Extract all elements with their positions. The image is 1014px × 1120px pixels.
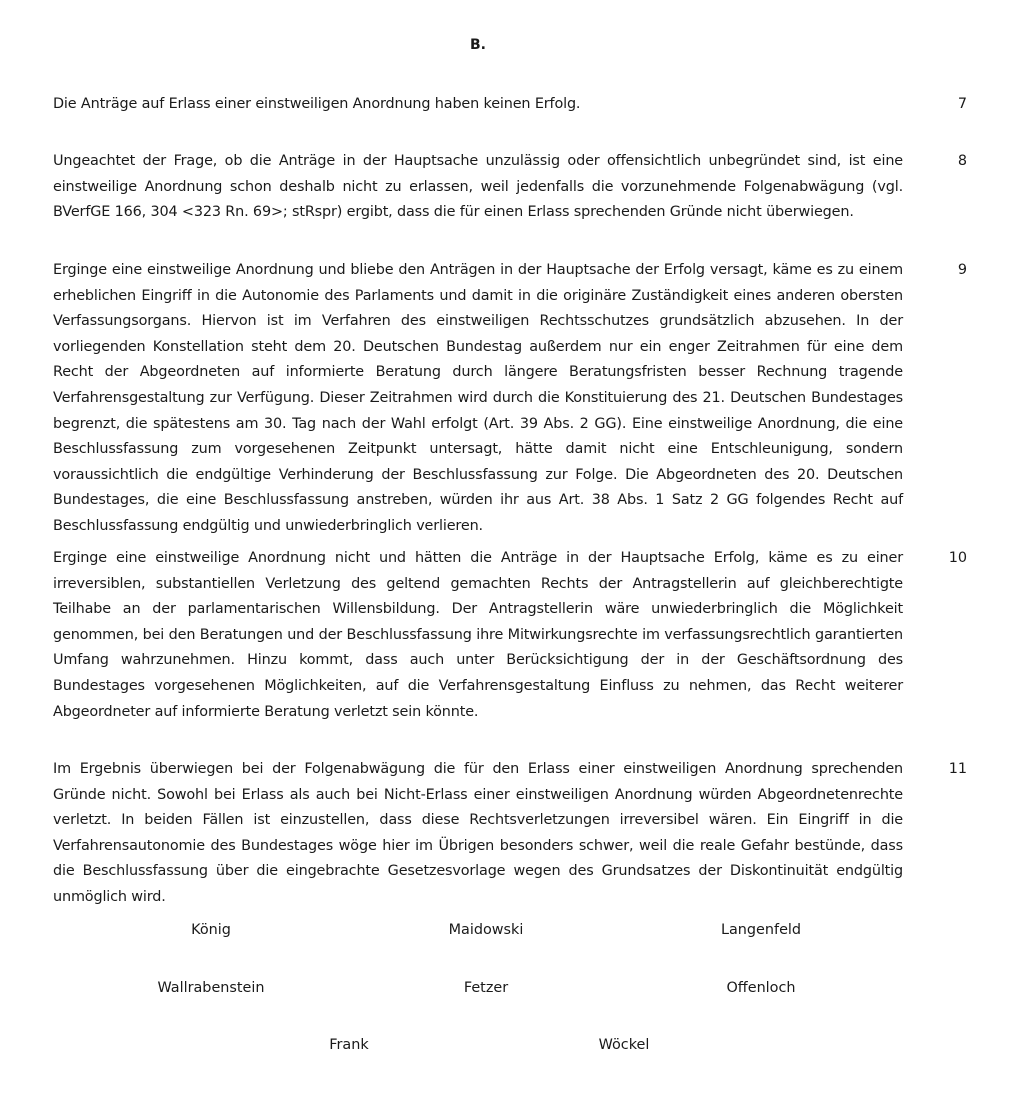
section-heading: B. xyxy=(470,37,486,53)
paragraph-text: Im Ergebnis überwiegen bei der Folgenabwägung die für den Erlass einer einstweiligen Anordnung sprechenden Gründe nicht. Sowohl bei Erlass als auch bei Nicht-Erlass einer einstweiligen Anordnung würden Abgeordnetenrechte verletzt. In beiden Fällen ist einzustellen, dass diese Rechtsverletzungen irreversibel wären. Ein Eingriff in die Verfahrensautonomie des Bundestages wöge hier im Übrigen besonders schwer, weil die reale Gefahr bestünde, dass die Beschlussfassung über die eingebrachte Gesetzesvorlage wegen des Grundsatzes der Diskontinuität endgültig unmöglich wird. xyxy=(53,761,903,905)
paragraph-11 xyxy=(53,757,967,911)
signature-judge: Wallrabenstein xyxy=(157,980,265,996)
paragraph-7 xyxy=(53,92,967,118)
paragraph-10 xyxy=(53,546,967,725)
paragraph-number: 8 xyxy=(957,153,967,169)
paragraph-number: 7 xyxy=(957,96,967,112)
paragraph-9 xyxy=(53,258,967,540)
paragraph-text: Die Anträge auf Erlass einer einstweiligen Anordnung haben keinen Erfolg. xyxy=(53,96,581,112)
paragraph-text: Ungeachtet der Frage, ob die Anträge in der Hauptsache unzulässig oder offensichtlich unbegründet sind, ist eine einstweilige Anordnung schon deshalb nicht zu erlassen, weil jedenfalls die vorzunehmende Folgenabwägung (vgl. BVerfGE 166, 304 <323 Rn. 69>; stRspr) ergibt, dass die für einen Erlass sprechenden Gründe nicht überwiegen. xyxy=(53,153,903,221)
paragraph-text: Erginge eine einstweilige Anordnung und bliebe den Anträgen in der Hauptsache der Erfolg versagt, käme es zu einem erheblichen Eingriff in die Autonomie des Parlaments und damit in die originäre Zuständigkeit eines anderen obersten Verfassungsorgans. Hiervon ist im Verfahren des einstweiligen Rechtsschutzes grundsätzlich abzusehen. In der vorliegenden Konstellation steht dem 20. Deutschen Bundestag außerdem nur ein enger Zeitrahmen für eine dem Recht der Abgeordneten auf informierte Beratung durch längere Beratungsfristen besser Rechnung tragende Verfahrensgestaltung zur Verfügung. Dieser Zeitrahmen wird durch die Konstituierung des 21. Deutschen Bundestages begrenzt, die spätestens am 30. Tag nach der Wahl erfolgt (Art. 39 Abs. 2 GG). Eine einstweilige Anordnung, die eine Beschlussfassung zum vorgesehenen Zeitpunkt untersagt, hätte damit nicht eine Entschleunigung, sondern voraussichtlich die endgültige Verhinderung der Beschlussfassung zur Folge. Die Abgeordneten des 20. Deutschen Bundestages, die eine Beschlussfassung anstreben, würden ihr aus Art. 38 Abs. 1 Satz 2 GG folgendes Recht auf Beschlussfassung endgültig und unwiederbringlich verlieren. xyxy=(53,262,903,534)
paragraph-number: 9 xyxy=(957,262,967,278)
paragraph-number: 10 xyxy=(948,550,967,566)
signature-judge: Offenloch xyxy=(726,980,796,996)
signature-judge: Fetzer xyxy=(463,980,509,996)
paragraph-text: Erginge eine einstweilige Anordnung nicht und hätten die Anträge in der Hauptsache Erfolg, käme es zu einer irreversiblen, substantiellen Verletzung des geltend gemachten Rechts der Antragstellerin auf gleichberechtigte Teilhabe an der parlamentarischen Willensbildung. Der Antragstellerin wäre unwiederbringlich die Möglichkeit genommen, bei den Beratungen und der Beschlussfassung ihre Mitwirkungsrechte im verfassungsrechtlich garantierten Umfang wahrzunehmen. Hinzu kommt, dass auch unter Berücksichtigung der in der Geschäftsordnung des Bundestages vorgesehenen Möglichkeiten, auf die Verfahrensgestaltung Einfluss zu nehmen, das Recht weiterer Abgeordneter auf informierte Beratung verletzt sein könnte. xyxy=(53,550,903,720)
signature-judge: König xyxy=(191,922,231,938)
signature-judge: Frank xyxy=(329,1037,369,1053)
signature-judge: Langenfeld xyxy=(720,922,802,938)
signature-judge: Wöckel xyxy=(598,1037,650,1053)
signature-judge: Maidowski xyxy=(448,922,524,938)
paragraph-8 xyxy=(53,149,967,226)
paragraph-number: 11 xyxy=(948,761,967,777)
